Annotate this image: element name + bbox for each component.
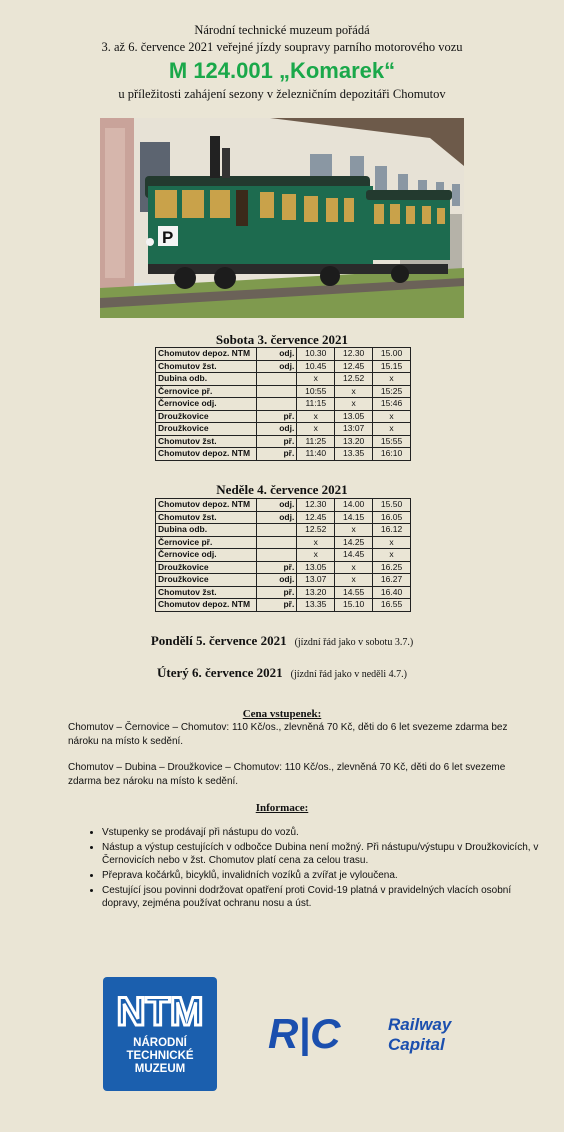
rc-mark: R|C xyxy=(268,1010,341,1056)
station-cell: Černovice odj. xyxy=(156,549,257,562)
table-row xyxy=(156,586,411,599)
time-cell: x xyxy=(297,373,335,386)
railway-capital-logo xyxy=(268,1010,488,1056)
type-cell: př. xyxy=(257,410,297,423)
table-row xyxy=(156,423,411,436)
tuesday-note: (jízdní řád jako v neděli 4.7.) xyxy=(290,669,407,680)
table-row xyxy=(156,348,411,361)
time-cell: 11:40 xyxy=(297,448,335,461)
time-cell: 15.15 xyxy=(373,360,411,373)
header xyxy=(0,22,564,103)
time-cell: 16.40 xyxy=(373,586,411,599)
table-row xyxy=(156,448,411,461)
type-cell: př. xyxy=(257,586,297,599)
time-cell: 14.15 xyxy=(335,511,373,524)
ntm-logo-text: NÁRODNÍ TECHNICKÉ MUZEUM xyxy=(126,1037,194,1075)
table-row xyxy=(156,373,411,386)
type-cell: př. xyxy=(257,448,297,461)
type-cell: odj. xyxy=(257,348,297,361)
tuesday-schedule xyxy=(0,664,564,682)
station-cell: Černovice př. xyxy=(156,536,257,549)
time-cell: 12.52 xyxy=(297,524,335,537)
steam-railcar-photo xyxy=(100,118,464,318)
table-row xyxy=(156,398,411,411)
organizer-line: Národní technické muzeum pořádá xyxy=(194,23,370,37)
event-line: 3. až 6. července 2021 veřejné jízdy soupravy parního motorového vozu xyxy=(101,40,463,54)
station-cell: Dubina odb. xyxy=(156,524,257,537)
table-row xyxy=(156,524,411,537)
prices-heading: Cena vstupenek: xyxy=(242,708,322,720)
ntm-logo xyxy=(103,977,217,1091)
type-cell: odj. xyxy=(257,499,297,512)
ntm-mark: NTM xyxy=(116,990,204,1034)
station-cell: Chomutov depoz. NTM xyxy=(156,599,257,612)
time-cell: x xyxy=(335,561,373,574)
table-row xyxy=(156,410,411,423)
monday-day: Pondělí 5. července 2021 xyxy=(150,633,287,648)
time-cell: 13.35 xyxy=(297,599,335,612)
station-cell: Chomutov žst. xyxy=(156,360,257,373)
type-cell: př. xyxy=(257,435,297,448)
table-row xyxy=(156,561,411,574)
time-cell: x xyxy=(335,574,373,587)
time-cell: x xyxy=(335,524,373,537)
type-cell xyxy=(257,524,297,537)
type-cell xyxy=(257,385,297,398)
time-cell: 16.12 xyxy=(373,524,411,537)
time-cell: 15:55 xyxy=(373,435,411,448)
info-list xyxy=(68,826,542,912)
station-cell: Dubina odb. xyxy=(156,373,257,386)
list-item: • Cestující jsou povinni dodržovat opatření proti Covid-19 platná v pravidelných vlacích osobní dopravy, zejména používat ochranu nosu a úst. xyxy=(102,884,542,910)
time-cell: 13:07 xyxy=(335,423,373,436)
station-cell: Droužkovice xyxy=(156,410,257,423)
time-cell: 13.20 xyxy=(297,586,335,599)
list-item: • Přeprava kočárků, bicyklů, invalidních vozíků a zvířat je vyloučena. xyxy=(102,869,542,882)
time-cell: 16.27 xyxy=(373,574,411,587)
table-row xyxy=(156,499,411,512)
time-cell: 14.55 xyxy=(335,586,373,599)
time-cell: 16.55 xyxy=(373,599,411,612)
station-cell: Černovice př. xyxy=(156,385,257,398)
type-cell: odj. xyxy=(257,423,297,436)
sunday-title: Neděle 4. července 2021 xyxy=(216,482,348,497)
time-cell: 14.45 xyxy=(335,549,373,562)
time-cell: 15.10 xyxy=(335,599,373,612)
time-cell: x xyxy=(297,423,335,436)
time-cell: 12.52 xyxy=(335,373,373,386)
type-cell xyxy=(257,373,297,386)
time-cell: x xyxy=(335,385,373,398)
time-cell: 15.50 xyxy=(373,499,411,512)
time-cell: 13.35 xyxy=(335,448,373,461)
time-cell: 14.00 xyxy=(335,499,373,512)
station-cell: Chomutov žst. xyxy=(156,511,257,524)
type-cell: odj. xyxy=(257,360,297,373)
station-cell: Černovice odj. xyxy=(156,398,257,411)
sunday-timetable xyxy=(155,498,411,612)
time-cell: 12.45 xyxy=(335,360,373,373)
time-cell: 16:10 xyxy=(373,448,411,461)
station-cell: Droužkovice xyxy=(156,423,257,436)
occasion-line: u příležitosti zahájení sezony v železničním depozitáři Chomutov xyxy=(118,87,446,101)
time-cell: 15.00 xyxy=(373,348,411,361)
type-cell: odj. xyxy=(257,511,297,524)
type-cell: odj. xyxy=(257,574,297,587)
time-cell: 13.20 xyxy=(335,435,373,448)
time-cell: 10.45 xyxy=(297,360,335,373)
list-item: • Vstupenky se prodávají při nástupu do vozů. xyxy=(102,826,542,839)
time-cell: 15:46 xyxy=(373,398,411,411)
rc-text-capital: Capital xyxy=(388,1035,445,1054)
table-row xyxy=(156,549,411,562)
time-cell: 11:25 xyxy=(297,435,335,448)
table-row xyxy=(156,360,411,373)
type-cell: př. xyxy=(257,599,297,612)
table-row xyxy=(156,574,411,587)
station-cell: Droužkovice xyxy=(156,561,257,574)
time-cell: 13.05 xyxy=(335,410,373,423)
table-row xyxy=(156,385,411,398)
saturday-timetable xyxy=(155,347,411,461)
time-cell: 12.30 xyxy=(335,348,373,361)
price-paragraph-1: Chomutov – Černovice – Chomutov: 110 Kč/os., zlevněná 70 Kč, děti do 6 let svezeme zdarma bez nároku na místo k sedění. xyxy=(68,722,508,747)
time-cell: 16.05 xyxy=(373,511,411,524)
time-cell: 15:25 xyxy=(373,385,411,398)
time-cell: x xyxy=(373,373,411,386)
info-heading: Informace: xyxy=(255,802,309,814)
station-cell: Chomutov depoz. NTM xyxy=(156,448,257,461)
time-cell: 13.05 xyxy=(297,561,335,574)
table-row xyxy=(156,511,411,524)
type-cell xyxy=(257,398,297,411)
station-cell: Chomutov depoz. NTM xyxy=(156,348,257,361)
time-cell: x xyxy=(297,549,335,562)
station-cell: Chomutov žst. xyxy=(156,586,257,599)
table-row xyxy=(156,536,411,549)
saturday-title: Sobota 3. července 2021 xyxy=(215,332,349,347)
table-row xyxy=(156,599,411,612)
rc-text-railway: Railway xyxy=(388,1015,452,1034)
time-cell: 12.30 xyxy=(297,499,335,512)
time-cell: x xyxy=(297,536,335,549)
time-cell: 16.25 xyxy=(373,561,411,574)
time-cell: x xyxy=(335,398,373,411)
monday-schedule xyxy=(0,632,564,650)
time-cell: x xyxy=(373,549,411,562)
page-title: M 124.001 „Komarek“ xyxy=(168,58,396,83)
time-cell: 13.07 xyxy=(297,574,335,587)
type-cell xyxy=(257,536,297,549)
time-cell: x xyxy=(297,410,335,423)
svg-text:P: P xyxy=(162,228,174,247)
table-row xyxy=(156,435,411,448)
price-paragraph-2: Chomutov – Dubina – Droužkovice – Chomutov: 110 Kč/os., zlevněná 70 Kč, děti do 6 let svezeme zdarma bez nároku na místo k sedění. xyxy=(68,762,506,787)
list-item: • Nástup a výstup cestujících v odbočce Dubina není možný. Při nástupu/výstupu v Droužkovicích, v Černovicích nebo v žst. Chomutov platí cena za celou trasu. xyxy=(102,841,542,867)
station-cell: Chomutov žst. xyxy=(156,435,257,448)
type-cell xyxy=(257,549,297,562)
station-cell: Droužkovice xyxy=(156,574,257,587)
time-cell: x xyxy=(373,410,411,423)
time-cell: x xyxy=(373,536,411,549)
time-cell: x xyxy=(373,423,411,436)
type-cell: př. xyxy=(257,561,297,574)
time-cell: 10.30 xyxy=(297,348,335,361)
time-cell: 10:55 xyxy=(297,385,335,398)
monday-note: (jízdní řád jako v sobotu 3.7.) xyxy=(294,637,414,648)
time-cell: 11:15 xyxy=(297,398,335,411)
time-cell: 14.25 xyxy=(335,536,373,549)
time-cell: 12.45 xyxy=(297,511,335,524)
tuesday-day: Úterý 6. července 2021 xyxy=(157,665,283,680)
station-cell: Chomutov depoz. NTM xyxy=(156,499,257,512)
